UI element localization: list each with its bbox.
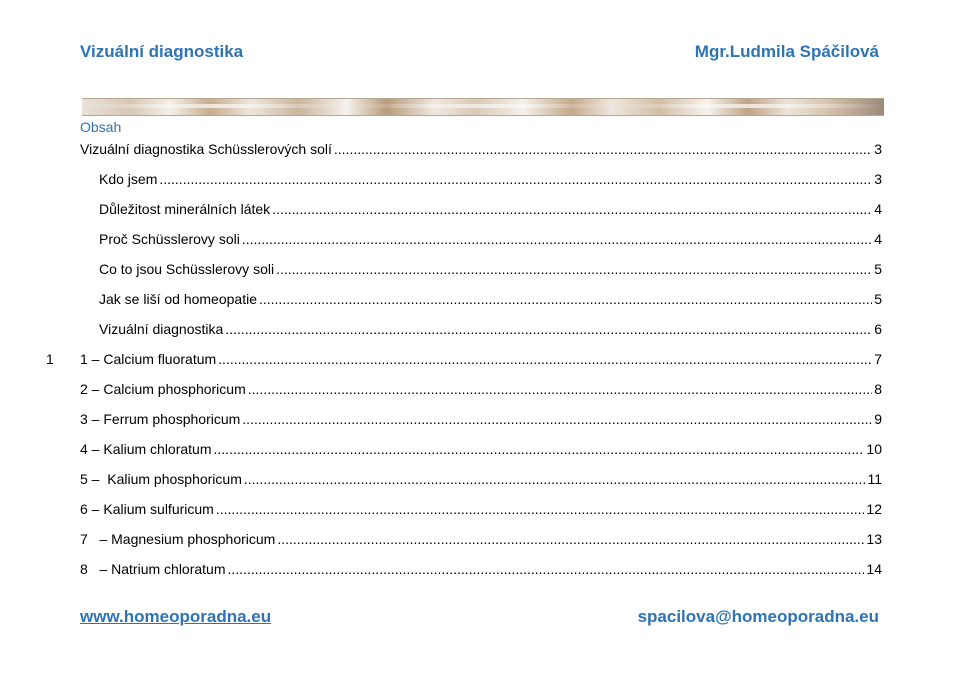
toc-entry-title: 2 – Calcium phosphoricum <box>80 381 246 397</box>
toc-entry-page: 12 <box>866 501 882 517</box>
toc-entry[interactable] <box>80 381 882 411</box>
toc-entry-page: 8 <box>874 381 882 397</box>
toc-leader-dots <box>248 381 872 397</box>
toc-entry-title: Jak se liší od homeopatie <box>99 291 257 307</box>
footer-website-link[interactable]: www.homeoporadna.eu <box>80 607 272 626</box>
toc-leader-dots <box>244 471 866 487</box>
toc-entry-title: 4 – Kalium chloratum <box>80 441 212 457</box>
toc-entry[interactable] <box>80 411 882 441</box>
toc-entry-title: 8 – Natrium chloratum <box>80 561 226 577</box>
toc-leader-dots <box>272 201 872 217</box>
table-of-contents <box>80 141 882 591</box>
toc-entry-page: 7 <box>874 351 882 367</box>
toc-leader-dots <box>259 291 872 307</box>
toc-leader-dots <box>159 171 872 187</box>
toc-entry[interactable] <box>80 261 882 291</box>
toc-entry-page: 4 <box>874 201 882 217</box>
toc-entry-page: 9 <box>874 411 882 427</box>
toc-entry-page: 3 <box>874 171 882 187</box>
toc-leader-dots <box>214 441 865 457</box>
toc-entry[interactable] <box>80 561 882 591</box>
toc-heading: Obsah <box>80 119 122 135</box>
footer-email[interactable]: spacilova@homeoporadna.eu <box>637 607 879 626</box>
toc-entry[interactable] <box>80 471 882 501</box>
header-author: Mgr.Ludmila Spáčilová <box>694 42 879 61</box>
toc-leader-dots <box>242 231 872 247</box>
toc-entry-page: 13 <box>866 531 882 547</box>
toc-leader-dots <box>228 561 865 577</box>
toc-entry[interactable] <box>80 531 882 561</box>
toc-entry-page: 3 <box>874 141 882 157</box>
toc-leader-dots <box>218 351 872 367</box>
toc-entry-page: 11 <box>867 471 882 487</box>
toc-entry-title: Co to jsou Schüsslerovy soli <box>99 261 275 277</box>
toc-entry-title: 3 – Ferrum phosphoricum <box>80 411 241 427</box>
toc-entry[interactable] <box>80 171 882 201</box>
toc-leader-dots <box>242 411 872 427</box>
toc-entry-page: 5 <box>874 291 882 307</box>
toc-entry-title: Proč Schüsslerovy soli <box>99 231 240 247</box>
toc-entry-title: 7 – Magnesium phosphoricum <box>80 531 276 547</box>
toc-entry[interactable] <box>80 141 882 171</box>
toc-entry-page: 10 <box>866 441 882 457</box>
toc-entry-page: 6 <box>874 321 882 337</box>
toc-entry[interactable] <box>80 201 882 231</box>
toc-entry-title: Vizuální diagnostika Schüsslerových solí <box>80 141 332 157</box>
toc-entry[interactable] <box>80 291 882 321</box>
toc-entry-title: Důležitost minerálních látek <box>99 201 271 217</box>
toc-entry-page: 4 <box>874 231 882 247</box>
toc-entry-page: 5 <box>874 261 882 277</box>
toc-leader-dots <box>276 261 872 277</box>
toc-entry[interactable] <box>80 321 882 351</box>
toc-entry-title: Kdo jsem <box>99 171 158 187</box>
toc-entry[interactable] <box>80 441 882 471</box>
toc-entry[interactable] <box>80 501 882 531</box>
toc-entry-title: Vizuální diagnostika <box>99 321 224 337</box>
toc-leader-dots <box>277 531 864 547</box>
toc-entry-title: 6 – Kalium sulfuricum <box>80 501 214 517</box>
header-title: Vizuální diagnostika <box>80 42 244 61</box>
toc-entry-title: 5 – Kalium phosphoricum <box>80 471 242 487</box>
toc-entry[interactable] <box>80 231 882 261</box>
toc-entry[interactable] <box>80 351 882 381</box>
toc-entry-title: 1 – Calcium fluoratum <box>80 351 217 367</box>
toc-leader-dots <box>334 141 872 157</box>
toc-leader-dots <box>216 501 865 517</box>
toc-leader-dots <box>225 321 872 337</box>
header-banner-image <box>82 98 884 116</box>
margin-number: 1 <box>46 351 54 367</box>
toc-entry-page: 14 <box>866 561 882 577</box>
